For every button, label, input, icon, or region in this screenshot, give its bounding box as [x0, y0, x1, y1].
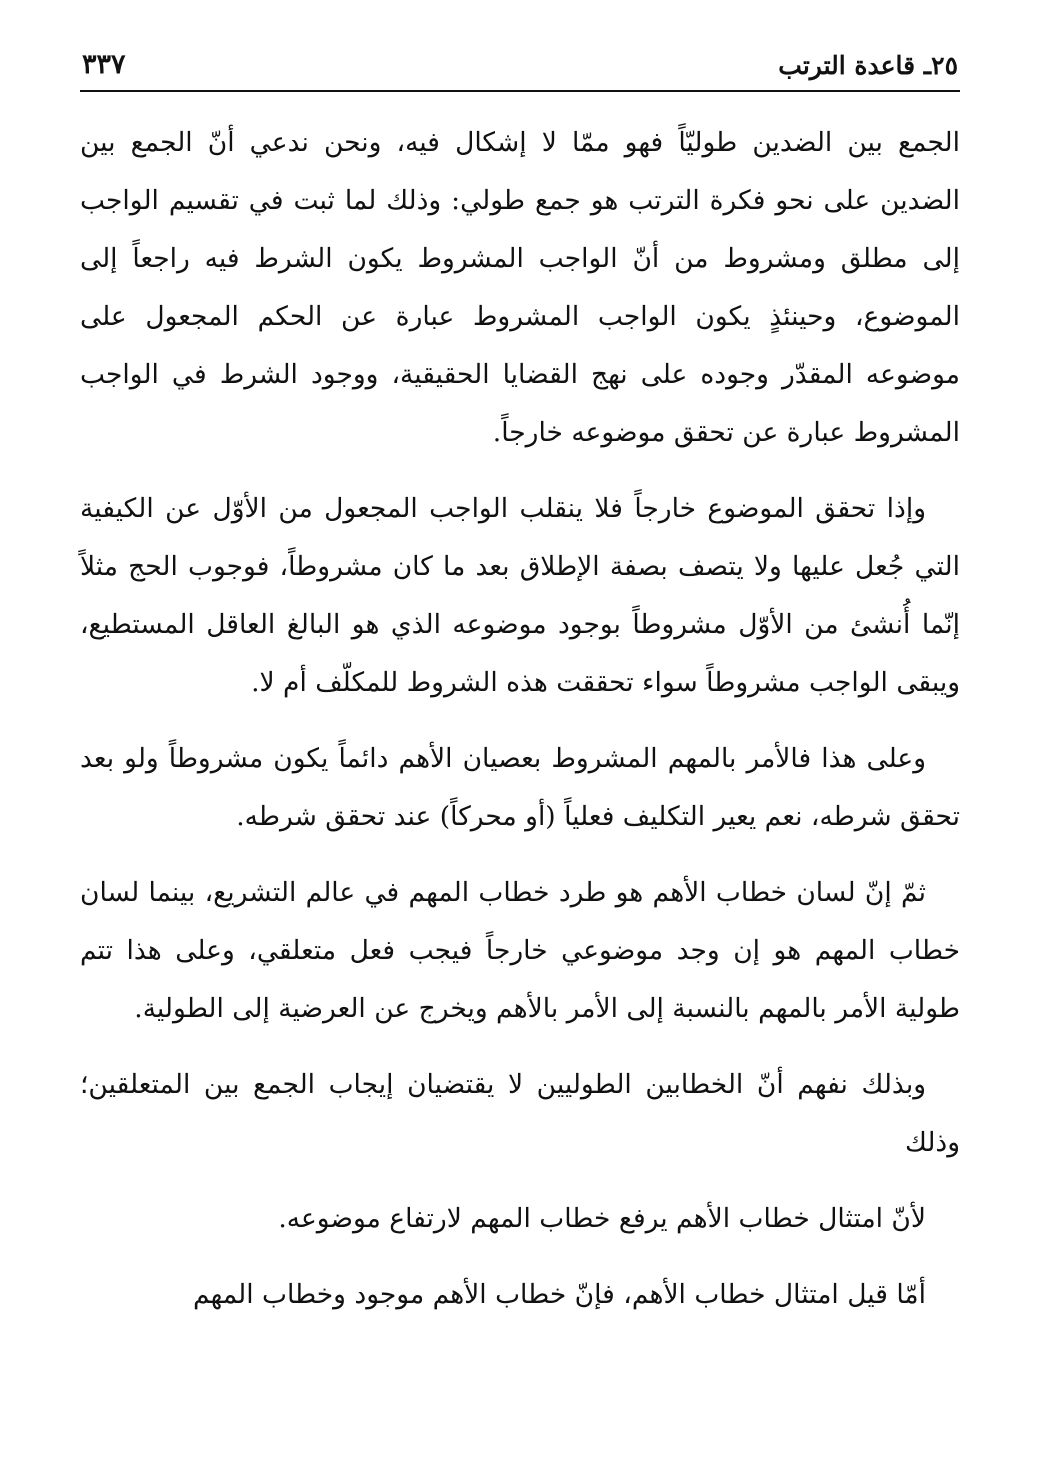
page-header	[80, 24, 960, 78]
body-paragraph: وبذلك نفهم أنّ الخطابين الطوليين لا يقتضيان إيجاب الجمع بين المتعلقين؛ وذلك	[80, 1069, 960, 1158]
body-paragraph: أمّا قيل امتثال خطاب الأهم، فإنّ خطاب الأهم موجود وخطاب المهم	[193, 1279, 926, 1310]
body-paragraph: وعلى هذا فالأمر بالمهم المشروط بعصيان الأهم دائماً يكون مشروطاً ولو بعد تحقق شرطه، نعم يعير التكليف فعلياً (أو محركاً) عند تحقق شرطه.	[80, 743, 960, 832]
body-paragraph: الجمع بين الضدين طوليّاً فهو ممّا لا إشكال فيه، ونحن ندعي أنّ الجمع بين الضدين على نحو فكرة الترتب هو جمع طولي: وذلك لما ثبت في تقسيم الواجب إلى مطلق ومشروط من أنّ الواجب المشروط يكون الشرط فيه راجعاً إلى الموضوع، وحينئذٍ يكون الواجب المشروط عبارة عن الحكم المجعول على موضوعه المقدّر وجوده على نهج القضايا الحقيقية، ووجود الشرط في الواجب المشروط عبارة عن تحقق موضوعه خارجاً.	[80, 127, 960, 448]
page-body	[80, 114, 960, 1324]
page-number: ٣٣٧	[82, 49, 126, 80]
document-page	[80, 24, 960, 1424]
chapter-title: ٢٥ـ قاعدة الترتب	[778, 51, 958, 80]
body-paragraph: لأنّ امتثال خطاب الأهم يرفع خطاب المهم لارتفاع موضوعه.	[278, 1203, 926, 1234]
header-divider	[80, 90, 960, 92]
body-paragraph: ثمّ إنّ لسان خطاب الأهم هو طرد خطاب المهم في عالم التشريع، بينما لسان خطاب المهم هو إن وجد موضوعي خارجاً فيجب فعل متعلقي، وعلى هذا تتم طولية الأمر بالمهم بالنسبة إلى الأمر بالأهم ويخرج عن العرضية إلى الطولية.	[80, 877, 960, 1024]
body-paragraph: وإذا تحقق الموضوع خارجاً فلا ينقلب الواجب المجعول من الأوّل عن الكيفية التي جُعل عليها ولا يتصف بصفة الإطلاق بعد ما كان مشروطاً، فوجوب الحج مثلاً إنّما أُنشئ من الأوّل مشروطاً بوجود موضوعه الذي هو البالغ العاقل المستطيع، ويبقى الواجب مشروطاً سواء تحققت هذه الشروط للمكلّف أم لا.	[80, 493, 960, 698]
